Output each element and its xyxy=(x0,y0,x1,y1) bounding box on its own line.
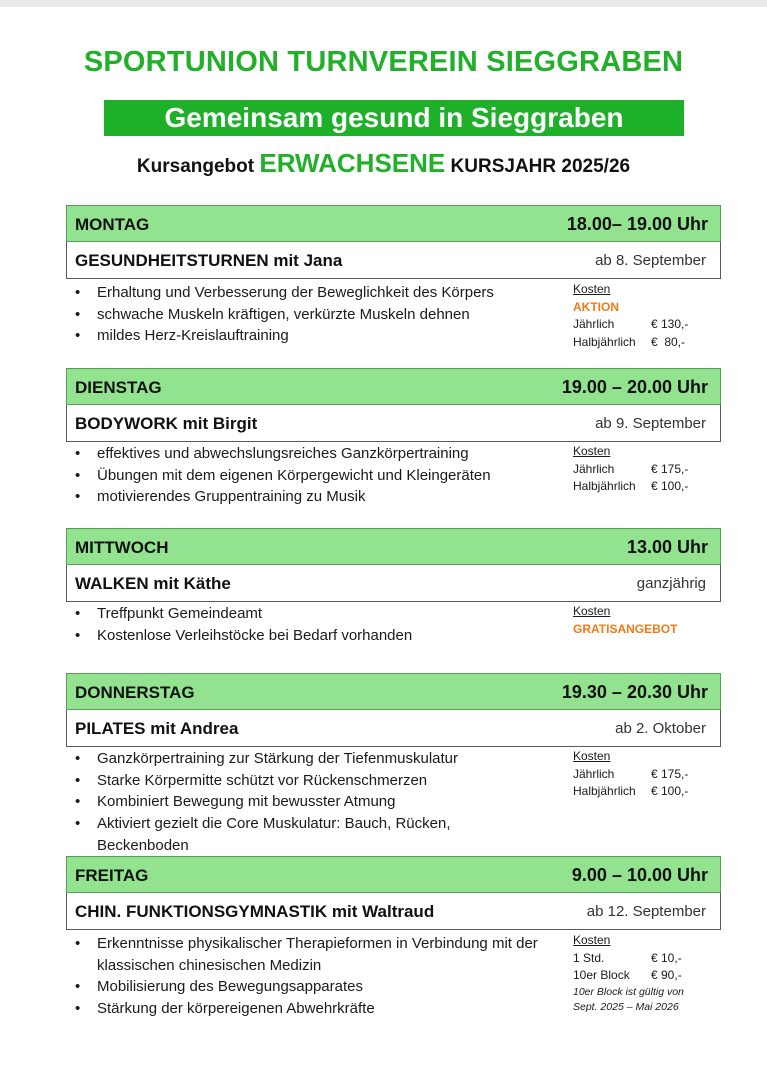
list-item: • Aktiviert gezielt die Core Muskulatur: Bauch, Rücken, Beckenboden xyxy=(75,813,505,856)
costs-heading: Kosten xyxy=(573,604,611,618)
list-item: • Kostenlose Verleihstöcke bei Bedarf vorhanden xyxy=(75,625,555,647)
list-item: • schwache Muskeln kräftigen, verkürzte Muskeln dehnen xyxy=(75,304,555,326)
list-item: • mildes Herz-Kreislauftraining xyxy=(75,325,555,347)
price-label: Jährlich xyxy=(573,766,615,781)
costs-heading: Kosten xyxy=(573,444,611,458)
list-item: • Treffpunkt Gemeindeamt xyxy=(75,603,555,625)
list-item: • Erhaltung und Verbesserung der Beweglichkeit des Körpers xyxy=(75,282,555,304)
price-label: Halbjährlich xyxy=(573,334,636,349)
day-label: DONNERSTAG xyxy=(75,683,195,702)
price-value: € 175,- xyxy=(651,766,689,781)
course-bar-dienstag xyxy=(66,405,721,442)
day-label: MITTWOCH xyxy=(75,538,169,557)
price-row xyxy=(573,967,723,985)
day-label: DIENSTAG xyxy=(75,378,162,397)
course-bar-mittwoch xyxy=(66,565,721,602)
price-row xyxy=(573,478,723,496)
course-title: CHIN. FUNKTIONSGYMNASTIK mit Waltraud xyxy=(75,902,435,921)
costs-mittwoch xyxy=(573,603,723,638)
day-label: FREITAG xyxy=(75,866,149,885)
price-row xyxy=(573,950,723,968)
time-label: 13.00 Uhr xyxy=(626,537,708,557)
course-title: GESUNDHEITSTURNEN mit Jana xyxy=(75,251,343,270)
time-label: 19.30 – 20.30 Uhr xyxy=(561,682,708,702)
price-value: € 175,- xyxy=(651,461,689,476)
costs-donnerstag xyxy=(573,748,723,801)
course-title: BODYWORK mit Birgit xyxy=(75,414,258,433)
costs-footnote: 10er Block ist gültig von Sept. 2025 – Mai 2026 xyxy=(573,985,684,1013)
course-title: WALKEN mit Käthe xyxy=(75,574,231,593)
price-value: € 10,- xyxy=(651,950,682,965)
time-label: 18.00– 19.00 Uhr xyxy=(566,214,708,234)
price-label: Halbjährlich xyxy=(573,479,636,493)
costs-heading: Kosten xyxy=(573,749,611,763)
course-start: ab 2. Oktober xyxy=(615,720,706,737)
price-value: € 80,- xyxy=(651,334,686,349)
course-bar-donnerstag xyxy=(66,710,721,747)
time-label: 9.00 – 10.00 Uhr xyxy=(571,865,708,885)
price-value: € 90,- xyxy=(651,968,682,982)
costs-montag xyxy=(573,281,723,351)
list-item: • Kombiniert Bewegung mit bewusster Atmung xyxy=(75,791,505,813)
course-bar-montag xyxy=(66,242,721,279)
subtitle-prefix: Kursangebot xyxy=(136,156,255,177)
subtitle xyxy=(0,148,767,179)
list-item: • effektives und abwechslungsreiches Ganzkörpertraining xyxy=(75,443,555,465)
time-label: 19.00 – 20.00 Uhr xyxy=(561,377,708,397)
costs-heading: Kosten xyxy=(573,933,611,947)
price-row xyxy=(573,766,723,784)
page-title: SPORTUNION TURNVEREIN SIEGGRABEN xyxy=(83,46,684,78)
day-bar-mittwoch xyxy=(66,528,721,565)
costs-note: AKTION xyxy=(573,299,619,314)
list-item: • Stärkung der körpereigenen Abwehrkräfte xyxy=(75,998,540,1020)
price-value: € 100,- xyxy=(651,784,689,798)
price-label: Halbjährlich xyxy=(573,784,636,798)
costs-heading: Kosten xyxy=(573,282,611,296)
bullet-list-mittwoch xyxy=(75,603,555,646)
list-item: • motivierendes Gruppentraining zu Musik xyxy=(75,486,555,508)
price-label: 1 Std. xyxy=(573,950,605,965)
price-row xyxy=(573,461,723,479)
course-start: ganzjährig xyxy=(636,575,706,592)
costs-note: GRATISANGEBOT xyxy=(573,621,678,636)
bullet-list-montag xyxy=(75,282,555,347)
course-start: ab 8. September xyxy=(595,252,706,269)
price-label: Jährlich xyxy=(573,461,615,476)
day-bar-dienstag xyxy=(66,368,721,405)
price-value: € 130,- xyxy=(651,317,689,331)
course-title: PILATES mit Andrea xyxy=(75,719,239,738)
list-item: • Erkenntnisse physikalischer Therapieformen in Verbindung mit der klassischen chinesischen Medizin xyxy=(75,933,540,976)
top-strip xyxy=(0,0,767,7)
list-item: • Starke Körpermitte schützt vor Rückenschmerzen xyxy=(75,770,505,792)
day-label: MONTAG xyxy=(75,215,150,234)
subtitle-highlight: ERWACHSENE xyxy=(259,148,446,178)
price-row xyxy=(573,334,723,352)
costs-freitag xyxy=(573,932,723,1015)
price-label: 10er Block xyxy=(573,968,630,982)
list-item: • Ganzkörpertraining zur Stärkung der Tiefenmuskulatur xyxy=(75,748,505,770)
course-start: ab 12. September xyxy=(586,903,706,920)
slogan-banner: Gemeinsam gesund in Sieggraben xyxy=(104,100,684,136)
day-bar-montag xyxy=(66,205,721,242)
bullet-list-donnerstag xyxy=(75,748,505,857)
price-value: € 100,- xyxy=(651,479,689,493)
subtitle-suffix: KURSJAHR 2025/26 xyxy=(450,156,631,177)
bullet-list-dienstag xyxy=(75,443,555,508)
bullet-list-freitag xyxy=(75,933,540,1020)
price-row xyxy=(573,783,723,801)
price-label: Jährlich xyxy=(573,317,615,331)
course-start: ab 9. September xyxy=(595,415,706,432)
list-item: • Mobilisierung des Bewegungsapparates xyxy=(75,976,540,998)
course-bar-freitag xyxy=(66,893,721,930)
price-row xyxy=(573,316,723,334)
day-bar-donnerstag xyxy=(66,673,721,710)
costs-dienstag xyxy=(573,443,723,496)
day-bar-freitag xyxy=(66,856,721,893)
list-item: • Übungen mit dem eigenen Körpergewicht und Kleingeräten xyxy=(75,465,555,487)
